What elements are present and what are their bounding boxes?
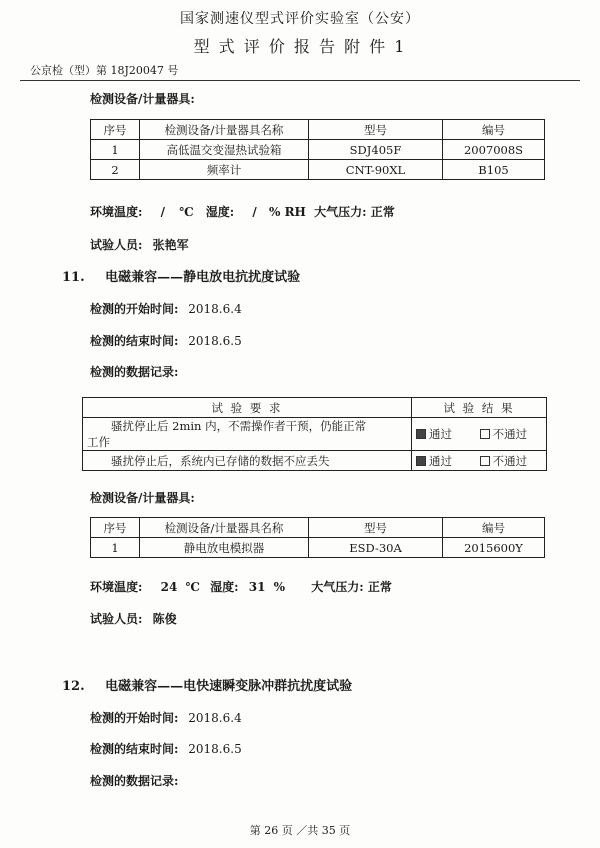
- col-no: 序号: [91, 518, 140, 538]
- requirement-line2: 工作: [87, 435, 110, 449]
- start-time-label: 检测的开始时间:: [90, 302, 179, 316]
- cell-serial: 2015600Y: [443, 538, 545, 558]
- header-divider: [20, 80, 580, 81]
- cell-no: 1: [91, 140, 140, 160]
- start-time-label: 检测的开始时间:: [90, 711, 179, 725]
- fail-label: 不通过: [492, 453, 528, 468]
- start-time-line: [90, 300, 242, 317]
- pressure-label: 大气压力:: [314, 205, 367, 219]
- data-record-label: 检测的数据记录:: [90, 365, 179, 379]
- pressure-label: 大气压力:: [311, 580, 364, 594]
- cell-no: 1: [91, 538, 140, 558]
- end-time-value: 2018.6.5: [188, 334, 242, 348]
- section-number: 11.: [62, 270, 85, 285]
- section-number: 12.: [62, 679, 85, 694]
- cell-result: [412, 418, 547, 451]
- temp-unit: ℃: [185, 580, 200, 594]
- cell-name: 高低温交变湿热试验箱: [140, 140, 309, 160]
- section-heading: [62, 266, 300, 285]
- pass-label: 通过: [429, 427, 452, 441]
- start-time-value: 2018.6.4: [188, 711, 242, 725]
- cell-name: 静电放电模拟器: [140, 538, 309, 558]
- temp-unit: ℃: [179, 205, 194, 219]
- table-row: [91, 140, 545, 160]
- col-model: 型号: [309, 518, 443, 538]
- tester-label: 试验人员:: [90, 238, 143, 252]
- environment-line: [90, 578, 392, 595]
- humidity-value: 31: [248, 580, 266, 594]
- section-title: 电磁兼容——电快速瞬变脉冲群抗扰度试验: [105, 679, 353, 694]
- environment-line: [90, 203, 395, 220]
- data-record-label: 检测的数据记录:: [90, 774, 179, 788]
- cell-serial: B105: [443, 160, 545, 180]
- tester-line: [90, 236, 189, 253]
- requirement-line1: 骚扰停止后，系统内已存储的数据不应丢失: [111, 453, 330, 468]
- col-requirement: 试 验 要 求: [83, 398, 412, 418]
- humidity-label: 湿度:: [205, 205, 235, 219]
- table-row: [83, 418, 547, 451]
- cell-model: CNT-90XL: [309, 160, 443, 180]
- requirement-line1: 骚扰停止后 2min 内，不需操作者干预，仍能正常: [111, 419, 367, 433]
- table-header-row: [91, 120, 545, 140]
- checked-box-icon: [416, 429, 426, 439]
- table-row: [91, 538, 545, 558]
- temp-label: 环境温度:: [90, 580, 143, 594]
- pass-label: 通过: [429, 453, 452, 468]
- humidity-value: /: [252, 205, 257, 219]
- unchecked-box-icon: [480, 429, 490, 439]
- end-time-line: [90, 332, 242, 349]
- temp-label: 环境温度:: [90, 205, 143, 219]
- equipment-label: 检测设备/计量器具:: [90, 92, 195, 106]
- end-time-value: 2018.6.5: [188, 742, 242, 756]
- fail-label: 不通过: [492, 427, 528, 441]
- cell-requirement: [83, 418, 412, 451]
- tester-name: 张艳军: [152, 238, 189, 252]
- col-no: 序号: [91, 120, 140, 140]
- pressure-value: 正常: [367, 580, 392, 594]
- cell-name: 频率计: [140, 160, 309, 180]
- org-name: 国家测速仪型式评价实验室（公安）: [180, 11, 420, 27]
- section-title: 电磁兼容——静电放电抗扰度试验: [105, 270, 301, 285]
- tester-line: [90, 610, 177, 627]
- section-heading: [62, 675, 352, 694]
- temp-value: /: [160, 205, 166, 219]
- unchecked-box-icon: [480, 456, 490, 466]
- page-title: 型 式 评 价 报 告 附 件 1: [193, 37, 407, 56]
- humidity-unit: % RH: [268, 205, 306, 219]
- col-serial: 编号: [443, 120, 545, 140]
- col-name: 检测设备/计量器具名称: [140, 120, 309, 140]
- table-row: [83, 451, 547, 471]
- col-result: 试 验 结 果: [412, 398, 547, 418]
- humidity-label: 湿度:: [210, 580, 239, 594]
- cell-model: ESD-30A: [309, 538, 443, 558]
- humidity-unit: %: [273, 580, 286, 594]
- cell-requirement: [83, 451, 412, 471]
- tester-label: 试验人员:: [90, 612, 143, 626]
- equipment-label: 检测设备/计量器具:: [90, 491, 195, 505]
- checked-box-icon: [416, 456, 426, 466]
- temp-value: 24: [160, 580, 178, 594]
- end-time-label: 检测的结束时间:: [90, 334, 179, 348]
- result-table: [82, 397, 547, 471]
- col-name: 检测设备/计量器具名称: [140, 518, 309, 538]
- col-serial: 编号: [443, 518, 545, 538]
- table-header-row: [91, 518, 545, 538]
- equipment-table: [90, 119, 545, 180]
- cell-no: 2: [91, 160, 140, 180]
- table-row: [91, 160, 545, 180]
- cell-result: [412, 451, 547, 471]
- end-time-label: 检测的结束时间:: [90, 742, 179, 756]
- col-model: 型号: [309, 120, 443, 140]
- start-time-line: [90, 709, 242, 726]
- equipment-table: [90, 517, 545, 558]
- report-number: 公京检（型）第 18J20047 号: [30, 64, 179, 77]
- cell-serial: 2007008S: [443, 140, 545, 160]
- end-time-line: [90, 740, 242, 757]
- tester-name: 陈俊: [152, 612, 177, 626]
- table-header-row: [83, 398, 547, 418]
- start-time-value: 2018.6.4: [188, 302, 242, 316]
- cell-model: SDJ405F: [309, 140, 443, 160]
- pressure-value: 正常: [370, 205, 395, 219]
- page-number: 第 26 页 ／共 35 页: [249, 824, 351, 837]
